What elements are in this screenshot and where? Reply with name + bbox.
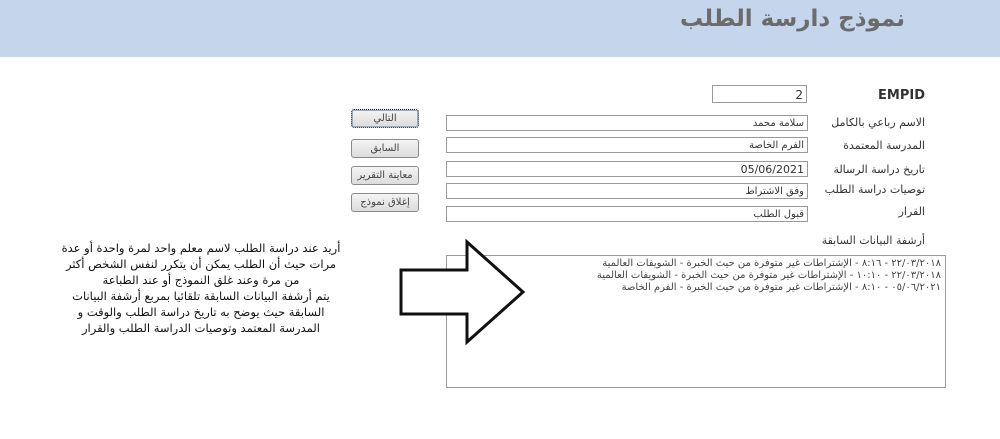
close-form-button[interactable]: إغلاق نموذج: [351, 193, 419, 212]
form-title: نموذج دارسة الطلب: [679, 6, 905, 32]
archive-line: ٠٥/٠٦/٢٠٢١ - ٨:١٠ - الإشتراطات غير متوفرة من حيث الخبرة - الفرم الخاصة: [621, 282, 941, 293]
previous-button[interactable]: السابق: [351, 139, 419, 158]
archive-line: ٢٢/٠٣/٢٠١٨ - ٨:١٦ - الإشتراطات غير متوفرة من حيث الخبرة - الشويفات العالمية: [602, 258, 941, 269]
school-label: المدرسة المعتمدة: [843, 139, 925, 152]
date-field[interactable]: 05/06/2021: [446, 161, 808, 177]
decision-label: القرار: [898, 205, 925, 218]
empid-field[interactable]: 2: [712, 85, 807, 103]
note-line: من مرة وعند غلق النموذج أو عند الطباعة: [102, 273, 300, 287]
decision-field[interactable]: قبول الطلب: [446, 206, 808, 222]
note-line: أريد عند دراسة الطلب لاسم معلم واحد لمرة واحدة أو عدة: [61, 241, 341, 255]
note-line: السابقة حيث يوضح به تاريخ دراسة الطلب والوقت و: [77, 305, 325, 319]
empid-label: EMPID: [878, 88, 925, 103]
title-bar: [0, 0, 1000, 57]
school-field[interactable]: الفرم الخاصة: [446, 137, 808, 153]
name-field[interactable]: سلامة محمد: [446, 115, 808, 131]
name-label: الاسم رباعي بالكامل: [831, 116, 925, 129]
preview-report-button[interactable]: معاينة التقرير: [351, 166, 419, 185]
note-line: المدرسة المعتمد وتوصيات الدراسة الطلب والقرار: [81, 321, 320, 335]
next-button[interactable]: التالي: [351, 109, 419, 128]
annotation-note: [6, 240, 396, 336]
archive-label: أرشفة البيانات السابقة: [821, 234, 925, 247]
recommend-label: توصيات دراسة الطلب: [824, 183, 925, 196]
date-label: تاريخ دراسة الرسالة: [833, 163, 925, 176]
note-line: مرات حيث أن الطلب يمكن أن يتكرر لنفس الشخص أكثر: [65, 257, 337, 271]
note-line: يتم أرشفة البيانات السابقة تلقائيا بمربع أرشفة البيانات: [72, 289, 330, 303]
recommend-field[interactable]: وفق الاشتراط: [446, 183, 808, 199]
arrow-right-icon: [397, 238, 527, 348]
archive-line: ٢٢/٠٣/٢٠١٨ - ١٠:١٠ - الإشتراطات غير متوفرة من حيث الخبرة - الشويفات العالمية: [596, 270, 941, 281]
